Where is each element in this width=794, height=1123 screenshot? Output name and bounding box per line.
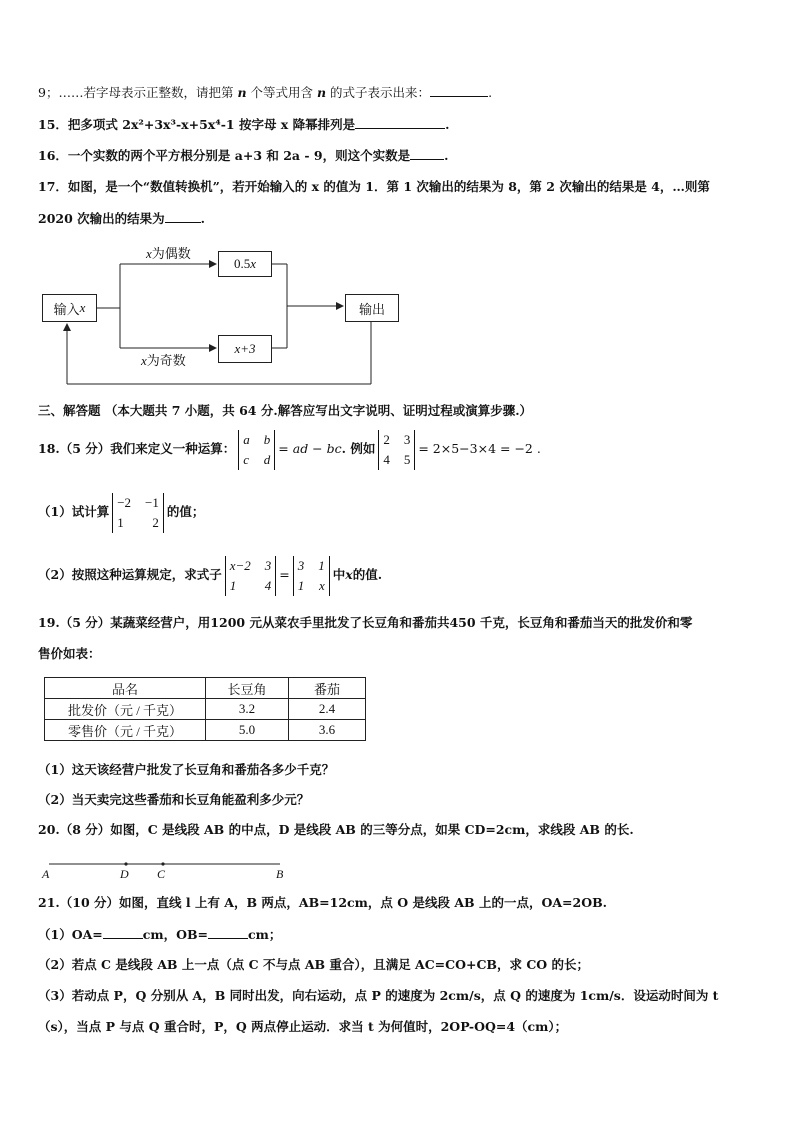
det-c: 1: [229, 577, 237, 593]
q21-1-ob: cm，OB=: [142, 927, 209, 942]
determinant-q18-2-left: [225, 556, 277, 596]
determinant-q18-1: [112, 493, 164, 533]
question-19-line2: 售价如表：: [38, 646, 101, 661]
q9-prefix: 9；……若字母表示正整数，请把第: [38, 85, 238, 100]
q15-end: .: [445, 117, 450, 132]
table-header-cell: 长豆角: [206, 678, 289, 699]
q17-end: .: [200, 211, 206, 226]
flow-even-text: 为偶数: [151, 246, 191, 261]
det-a: 3: [297, 557, 305, 573]
table-cell: 2.4: [289, 699, 366, 720]
det-c: 4: [383, 451, 390, 467]
q9-suffix: 的式子表示出来：: [326, 85, 431, 100]
q21-1-oa: （1）OA=: [38, 927, 103, 942]
q17-line2-text: 2020 次输出的结果为: [38, 211, 165, 226]
question-21-2: （2）若点 C 是线段 AB 上一点（点 C 不与点 AB 重合），且满足 AC=CO+CB，求 CO 的长；: [38, 957, 590, 972]
question-18-1: [38, 490, 204, 534]
table-cell: 批发价（元 / 千克）: [45, 699, 206, 720]
flow-input-var: x: [79, 300, 86, 315]
q18-1-suffix: 的值；: [166, 504, 205, 519]
table-cell: 3.2: [206, 699, 289, 720]
det-a: 2: [383, 431, 390, 447]
question-17-line1: 17．如图，是一个“数值转换机”，若开始输入的 x 的值为 1．第 1 次输出的结果为 8，第 2 次输出的结果是 4，…则第: [38, 179, 710, 194]
question-21: 21.（10 分）如图，直线 l 上有 A，B 两点，AB=12cm，点 O 是线段 AB 上的一点，OA=2OB.: [38, 895, 608, 910]
det-a: −2: [117, 494, 132, 510]
det-d: d: [263, 451, 271, 467]
flow-even-box: [218, 251, 272, 277]
table-header-cell: 品名: [45, 678, 206, 699]
det-c: c: [243, 451, 250, 467]
det-d: 4: [264, 577, 272, 593]
q18-2-mid: 中: [332, 567, 346, 582]
table-cell: 零售价（元 / 千克）: [45, 720, 206, 741]
q18-2-prefix: （2）按照这种运算规定，求式子: [38, 567, 222, 582]
table-header-row: [45, 678, 366, 699]
table-header-cell: 番茄: [289, 678, 366, 699]
flow-input-label: 输入: [53, 301, 80, 317]
flow-var: x: [141, 353, 147, 368]
question-18-2: [38, 553, 382, 597]
section-heading: 三、解答题 （本大题共 7 小题，共 64 分.解答应写出文字说明、证明过程或演算步骤.）: [38, 403, 533, 418]
det-d: x: [318, 577, 325, 593]
q16-text: 16．一个实数的两个平方根分别是 a+3 和 2a - 9，则这个实数是: [38, 148, 411, 163]
question-21-3-line1: （3）若动点 P，Q 分别从 A，B 同时出发，向右运动，点 P 的速度为 2cm/s，点 Q 的速度为 1cm/s．设运动时间为 t: [38, 988, 719, 1003]
table-cell: 3.6: [289, 720, 366, 741]
question-19-2: （2）当天卖完这些番茄和长豆角能盈利多少元？: [38, 792, 310, 807]
determinant-example: [378, 430, 415, 470]
q9-var-n: n: [237, 85, 247, 100]
point-d-label: D: [120, 867, 129, 881]
q18-2-equals: =: [279, 567, 290, 582]
price-table: [44, 677, 366, 741]
determinant-q18-2-right: [293, 556, 330, 596]
det-b: 3: [264, 557, 272, 573]
flow-odd-text: 为奇数: [146, 353, 186, 368]
flow-odd-label: [141, 350, 186, 369]
q21-1-unit: cm；: [248, 927, 282, 942]
det-b: 1: [318, 557, 325, 573]
answer-blank-ob[interactable]: [208, 926, 248, 939]
flow-odd-box-text: x+3: [234, 341, 256, 356]
q15-text: 15．把多项式 2x²+3x³-x+5x⁴-1 按字母 x 降幂排列是: [38, 117, 356, 132]
flow-output-label: 输出: [358, 301, 385, 317]
table-row: [45, 699, 366, 720]
det-b: 3: [403, 431, 411, 447]
flow-var: x: [146, 246, 152, 261]
flow-output-box: [345, 294, 399, 322]
det-c: 1: [117, 514, 124, 530]
question-21-3-line2: （s），当点 P 与点 Q 重合时，P，Q 两点停止运动．求当 t 为何值时，2OP-OQ=4（cm）；: [38, 1019, 568, 1034]
det-b: b: [263, 431, 271, 447]
question-18: [38, 428, 541, 470]
q18-2-suffix: 的值.: [352, 567, 383, 582]
point-a-label: A: [42, 867, 50, 881]
det-a: a: [243, 431, 250, 447]
flowchart-lines: [0, 0, 794, 400]
table-cell: 5.0: [206, 720, 289, 741]
flow-odd-box: [218, 335, 272, 363]
question-19-1: （1）这天该经营户批发了长豆角和番茄各多少千克？: [38, 762, 335, 777]
det-c: 1: [297, 577, 305, 593]
q18-example-label: . 例如: [341, 441, 376, 456]
determinant-definition: [238, 430, 275, 470]
point-b-label: B: [276, 867, 284, 881]
q18-definition-result: = ad − bc: [278, 441, 342, 456]
det-d: 2: [152, 514, 159, 530]
det-d: 5: [403, 451, 411, 467]
q18-example-result: = 2×5−3×4 = −2 .: [418, 441, 541, 456]
flow-even-label: [146, 243, 191, 262]
det-a: x−2: [229, 557, 251, 573]
q9-mid: 个等式用含: [246, 85, 317, 100]
q18-2-var: x: [345, 567, 353, 582]
question-20: 20.（8 分）如图，C 是线段 AB 的中点，D 是线段 AB 的三等分点，如果 CD=2cm，求线段 AB 的长.: [38, 822, 634, 837]
q9-end: .: [488, 85, 493, 100]
flow-input-box: [42, 294, 97, 322]
question-21-1: [38, 926, 281, 943]
q18-prefix: 18.（5 分）我们来定义一种运算：: [38, 441, 236, 456]
point-c-label: C: [157, 867, 166, 881]
flow-even-box-text: 0.5: [233, 256, 251, 271]
table-row: [45, 720, 366, 741]
flow-even-box-var: x: [250, 256, 257, 271]
answer-blank-oa[interactable]: [103, 926, 143, 939]
q16-end: .: [444, 148, 449, 163]
question-19-line1: 19.（5 分）某蔬菜经营户，用1200 元从菜农手里批发了长豆角和番茄共450 千克，长豆角和番茄当天的批发价和零: [38, 615, 693, 630]
q9-var-n: n: [316, 85, 327, 100]
det-b: −1: [145, 494, 159, 510]
q18-1-prefix: （1）试计算: [38, 504, 110, 519]
